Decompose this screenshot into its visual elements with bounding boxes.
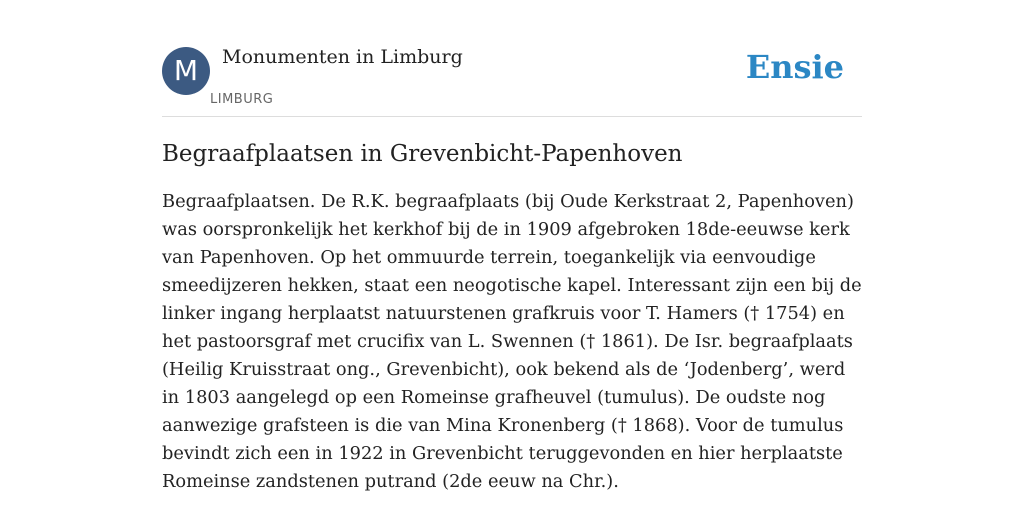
avatar[interactable]: M xyxy=(162,47,210,95)
article-title: Begraafplaatsen in Grevenbicht-Papenhoven xyxy=(162,141,683,167)
source-title[interactable]: Monumenten in Limburg xyxy=(222,46,463,68)
category-label[interactable]: LIMBURG xyxy=(210,92,274,107)
article-body: Begraafplaatsen. De R.K. begraafplaats (bij Oude Kerkstraat 2, Papenhoven) was oorspronkelijk het kerkhof bij de in 1909 afgebroken 18de-eeuwse kerk van Papenhoven. Op het ommuurde terrein, toegankelijk via eenvoudige smeedijzeren hekken, staat een neogotische kapel. Interessant zijn een bij de linker ingang herplaatst natuurstenen grafkruis voor T. Hamers († 1754) en het pastoorsgraf met crucifix van L. Swennen († 1861). De Isr. begraafplaats (Heilig Kruisstraat ong., Grevenbicht), ook bekend als de ‘Jodenberg’, werd in 1803 aangelegd op een Romeinse grafheuvel (tumulus). De oudste nog aanwezige grafsteen is die van Mina Kronenberg († 1868). Voor de tumulus bevindt zich een in 1922 in Grevenbicht teruggevonden en hier herplaatste Romeinse zandstenen putrand (2de eeuw na Chr.). xyxy=(162,191,862,492)
brand-logo[interactable]: Ensie xyxy=(745,48,844,86)
page-container xyxy=(162,46,862,496)
header xyxy=(162,46,862,117)
